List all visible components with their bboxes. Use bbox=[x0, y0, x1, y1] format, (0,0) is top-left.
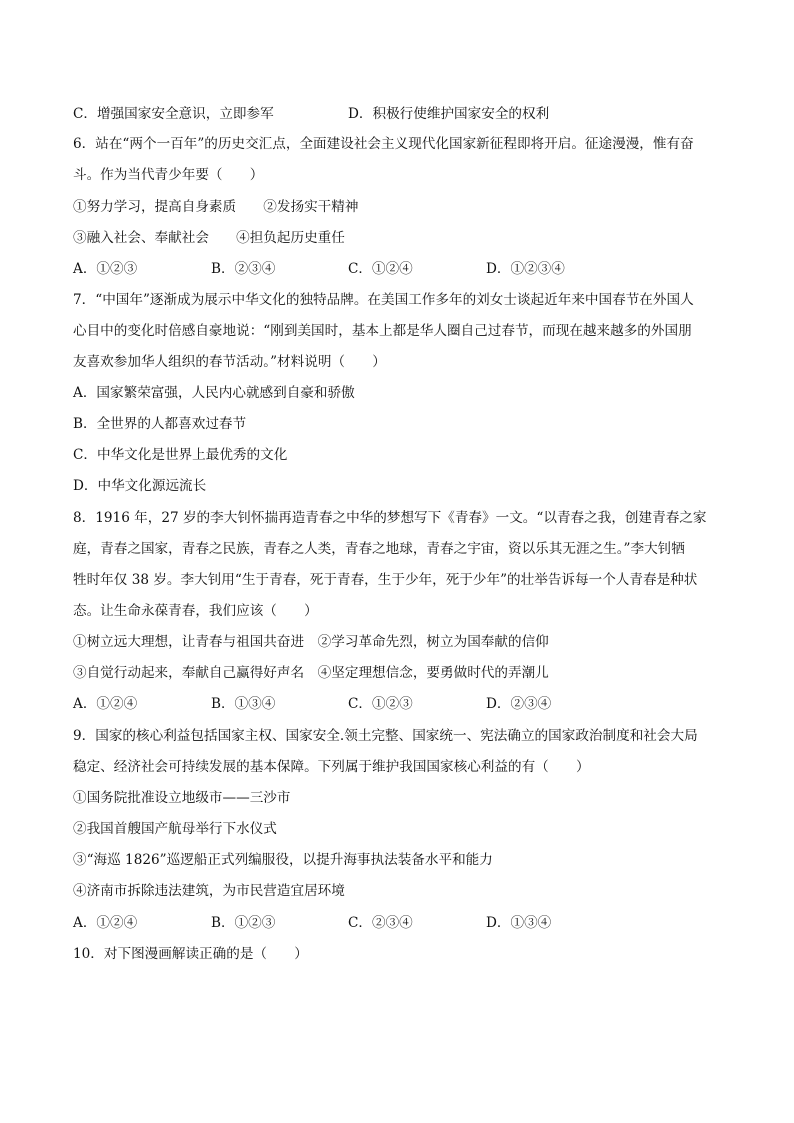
option-c: C．增强国家安全意识，立即参军 bbox=[73, 106, 274, 122]
q9-statement-3: ③“海巡 1826”巡逻船正式列编服役，以提升海事执法装备水平和能力 bbox=[73, 852, 493, 868]
q7-option-b: B．全世界的人都喜欢过春节 bbox=[73, 416, 247, 432]
q6-stem-line-2: 斗。作为当代青少年要（ ） bbox=[73, 167, 264, 183]
q9-statement-2: ②我国首艘国产航母举行下水仪式 bbox=[73, 821, 277, 837]
q7-stem-line-1: 7．“中国年”逐渐成为展示中华文化的独特品牌。在美国工作多年的刘女士谈起近年来中国春节在外国人 bbox=[73, 292, 694, 308]
option-d: D．积极行使维护国家安全的权利 bbox=[348, 106, 550, 122]
q7-stem-line-2: 心目中的变化时倍感自豪地说：“刚到美国时，基本上都是华人圈自己过春节，而现在越来越多的外国朋 bbox=[73, 323, 692, 339]
q7-option-d: D．中华文化源远流长 bbox=[73, 478, 207, 494]
q8-option-a: A．①②④ bbox=[73, 696, 138, 712]
q8-statement-line-1: ①树立远大理想，让青春与祖国共奋进 ②学习革命先烈，树立为国奉献的信仰 bbox=[73, 634, 549, 650]
q8-stem-line-1: 8．1916 年，27 岁的李大钊怀揣再造青春之中华的梦想写下《青春》一文。“以青春之我，创建青春之家 bbox=[73, 510, 707, 526]
q9-option-a: A．①②④ bbox=[73, 915, 138, 931]
q9-stem-line-2: 稳定、经济社会可持续发展的基本保障。下列属于维护我国国家核心利益的有（ ） bbox=[73, 759, 590, 775]
q8-stem-line-4: 态。让生命永葆青春，我们应该（ ） bbox=[73, 603, 318, 619]
q9-stem-line-1: 9．国家的核心利益包括国家主权、国家安全.领土完整、国家统一、宪法确立的国家政治制度和社会大局 bbox=[73, 728, 698, 744]
q7-option-a: A．国家繁荣富强，人民内心就感到自豪和骄傲 bbox=[73, 385, 355, 401]
q8-stem-line-2: 庭，青春之国家，青春之民族，青春之人类，青春之地球，青春之宇宙，资以乐其无涯之生。”李大钊牺 bbox=[73, 541, 685, 557]
q9-option-c: C．②③④ bbox=[348, 915, 413, 931]
q8-option-b: B．①③④ bbox=[211, 696, 276, 712]
q6-option-a: A．①②③ bbox=[73, 261, 138, 277]
q10-stem-line-1: 10．对下图漫画解读正确的是（ ） bbox=[73, 946, 308, 962]
q9-option-b: B．①②③ bbox=[211, 915, 276, 931]
q6-statement-line-1: ①努力学习，提高自身素质 ②发扬实干精神 bbox=[73, 199, 359, 215]
q8-option-c: C．①②③ bbox=[348, 696, 413, 712]
q7-stem-line-3: 友喜欢参加华人组织的春节活动。”材料说明（ ） bbox=[73, 354, 386, 370]
q6-option-c: C．①②④ bbox=[348, 261, 413, 277]
q8-statement-line-2: ③自觉行动起来，奉献自己赢得好声名 ④坚定理想信念，要勇做时代的弄潮儿 bbox=[73, 665, 549, 681]
q6-option-b: B．②③④ bbox=[211, 261, 276, 277]
q6-statement-line-2: ③融入社会、奉献社会 ④担负起历史重任 bbox=[73, 230, 345, 246]
q6-stem-line-1: 6．站在“两个一百年”的历史交汇点，全面建设社会主义现代化国家新征程即将开启。征途漫漫，惟有奋 bbox=[73, 136, 694, 152]
q9-statement-1: ①国务院批准设立地级市——三沙市 bbox=[73, 790, 291, 806]
q8-stem-line-3: 牲时年仅 38 岁。李大钊用“生于青春，死于青春，生于少年，死于少年”的壮举告诉每一个人青春是种状 bbox=[73, 572, 698, 588]
q7-option-c: C．中华文化是世界上最优秀的文化 bbox=[73, 447, 288, 463]
q9-option-d: D．①③④ bbox=[486, 915, 552, 931]
q6-option-d: D．①②③④ bbox=[486, 261, 565, 277]
q9-statement-4: ④济南市拆除违法建筑，为市民营造宜居环境 bbox=[73, 883, 345, 899]
q8-option-d: D．②③④ bbox=[486, 696, 552, 712]
